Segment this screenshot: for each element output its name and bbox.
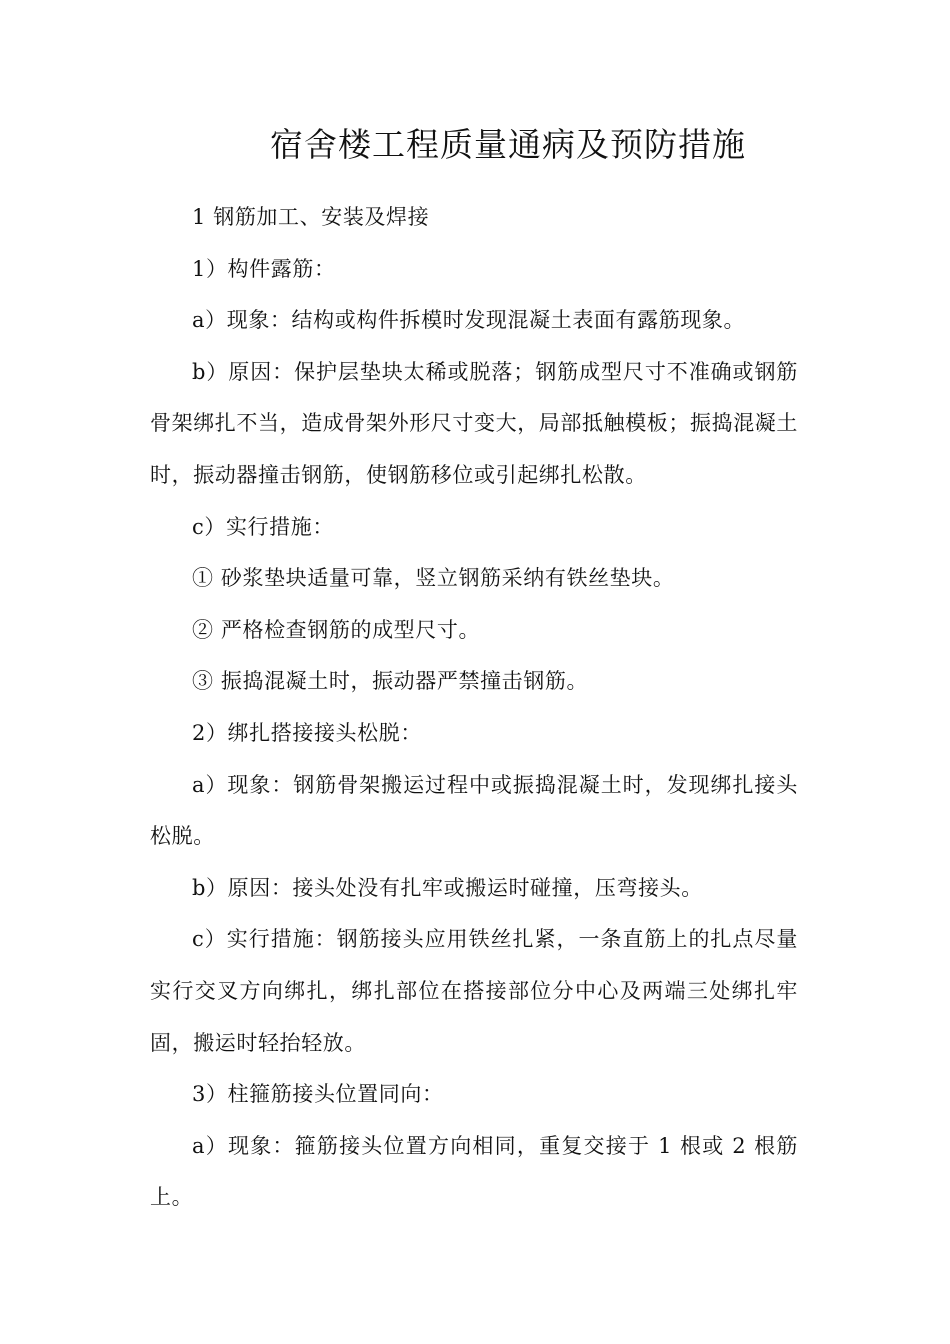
- paragraph: a）现象：钢筋骨架搬运过程中或振捣混凝土时，发现绑扎接头松脱。: [150, 772, 798, 849]
- paragraph: c）实行措施：钢筋接头应用铁丝扎紧，一条直筋上的扎点尽量实行交叉方向绑扎，绑扎部位在搭接部位分中心及两端三处绑扎牢固，搬运时轻抬轻放。: [150, 927, 798, 1055]
- paragraph: a）现象：箍筋接头位置方向相同，重复交接于 1 根或 2 根筋上。: [150, 1133, 798, 1210]
- paragraph: c）实行措施：: [192, 514, 334, 539]
- section-heading: 1 钢筋加工、安装及焊接: [192, 205, 430, 229]
- list-item: ② 严格检查钢筋的成型尺寸。: [192, 617, 481, 642]
- subsection-heading: 3）柱箍筋接头位置同向：: [192, 1082, 444, 1107]
- paragraph: a）现象：结构或构件拆模时发现混凝土表面有露筋现象。: [192, 308, 746, 333]
- paragraph: b）原因：接头处没有扎牢或搬运时碰撞，压弯接头。: [192, 875, 703, 900]
- paragraph: b）原因：保护层垫块太稀或脱落；钢筋成型尺寸不准确或钢筋骨架绑扎不当，造成骨架外形尺寸变大，局部抵触模板；振捣混凝土时，振动器撞击钢筋，使钢筋移位或引起绑扎松散。: [150, 359, 798, 487]
- document-title: 宿舍楼工程质量通病及预防措施: [270, 125, 746, 164]
- subsection-heading: 1）构件露筋：: [192, 256, 336, 281]
- list-item: ③ 振捣混凝土时，振动器严禁撞击钢筋。: [192, 669, 589, 694]
- subsection-heading: 2）绑扎搭接接头松脱：: [192, 720, 422, 745]
- document-body: [150, 192, 798, 1224]
- list-item: ① 砂浆垫块适量可靠，竖立钢筋采纳有铁丝垫块。: [192, 566, 675, 591]
